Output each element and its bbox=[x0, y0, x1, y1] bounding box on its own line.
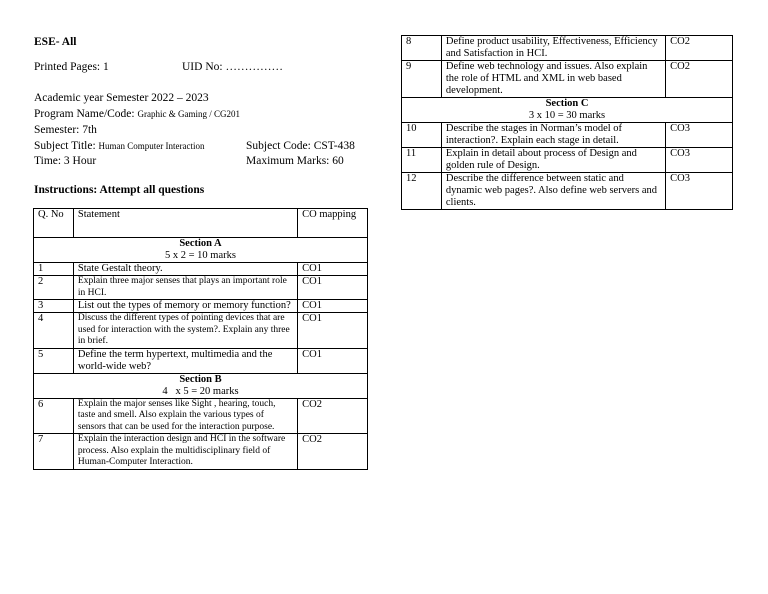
question-number: 1 bbox=[34, 263, 74, 276]
question-co: CO1 bbox=[298, 300, 368, 313]
question-co: CO2 bbox=[298, 434, 368, 470]
question-number: 3 bbox=[34, 300, 74, 313]
program-line bbox=[34, 108, 240, 121]
question-text: Discuss the different types of pointing devices that are used for interaction with the system?. Explain any three in brief. bbox=[73, 313, 297, 349]
question-co: CO1 bbox=[298, 348, 368, 373]
question-text: Explain three major senses that plays an important role in HCI. bbox=[73, 276, 297, 300]
question-co: CO3 bbox=[666, 173, 733, 210]
table-row bbox=[402, 148, 733, 173]
table-header-row bbox=[34, 209, 368, 238]
table-row bbox=[34, 276, 368, 300]
section-b bbox=[34, 373, 368, 398]
question-text: Explain the interaction design and HCI in the software process. Also explain the multidisciplinary field of Human-Computer Interaction. bbox=[73, 434, 297, 470]
question-text: Describe the stages in Norman’s model of interaction?. Explain each stage in detail. bbox=[441, 123, 665, 148]
semester: Semester: 7th bbox=[34, 124, 97, 136]
table-row bbox=[34, 398, 368, 434]
time: Time: 3 Hour bbox=[34, 155, 97, 167]
table-row bbox=[34, 300, 368, 313]
section-b-marks: 4 x 5 = 20 marks bbox=[162, 385, 239, 397]
section-c-marks: 3 x 10 = 30 marks bbox=[528, 110, 606, 121]
exam-title: ESE- All bbox=[34, 36, 77, 48]
max-marks: Maximum Marks: 60 bbox=[246, 155, 344, 167]
section-a-marks: 5 x 2 = 10 marks bbox=[165, 250, 236, 261]
question-text: Define product usability, Effectiveness, Efficiency and Satisfaction in HCI. bbox=[441, 36, 665, 61]
question-text: Explain the major senses like Sight , hearing, touch, taste and smell. Also explain the various types of sensors that can be used for the interaction purpose. bbox=[73, 398, 297, 434]
subject-title-line bbox=[34, 140, 205, 153]
question-co: CO2 bbox=[666, 61, 733, 98]
question-number: 10 bbox=[402, 123, 442, 148]
question-number: 9 bbox=[402, 61, 442, 98]
section-a-row bbox=[34, 238, 368, 263]
question-co: CO3 bbox=[666, 148, 733, 173]
question-number: 8 bbox=[402, 36, 442, 61]
question-text: Explain in detail about process of Design and golden rule of Design. bbox=[441, 148, 665, 173]
table-row bbox=[402, 123, 733, 148]
question-co: CO3 bbox=[666, 123, 733, 148]
col-header-co: CO mapping bbox=[298, 209, 368, 238]
question-number: 2 bbox=[34, 276, 74, 300]
section-c-title: Section C bbox=[545, 98, 589, 109]
question-text: State Gestalt theory. bbox=[73, 263, 297, 276]
table-row bbox=[34, 313, 368, 349]
question-text: List out the types of memory or memory function? bbox=[73, 300, 297, 313]
question-co: CO1 bbox=[298, 263, 368, 276]
section-c bbox=[402, 98, 733, 123]
subject-code: Subject Code: CST-438 bbox=[246, 140, 355, 152]
question-co: CO1 bbox=[298, 313, 368, 349]
subject-title-value: Human Computer Interaction bbox=[98, 141, 205, 151]
question-co: CO2 bbox=[666, 36, 733, 61]
program-label: Program Name/Code: bbox=[34, 108, 138, 120]
question-co: CO2 bbox=[298, 398, 368, 434]
question-number: 11 bbox=[402, 148, 442, 173]
question-text: Define the term hypertext, multimedia and the world-wide web? bbox=[73, 348, 297, 373]
section-a-title: Section A bbox=[179, 238, 222, 249]
col-header-statement: Statement bbox=[73, 209, 297, 238]
section-b-title: Section B bbox=[179, 373, 222, 385]
table-row bbox=[34, 434, 368, 470]
question-number: 7 bbox=[34, 434, 74, 470]
section-b-row bbox=[34, 373, 368, 398]
printed-pages: Printed Pages: 1 bbox=[34, 61, 109, 73]
instructions: Instructions: Attempt all questions bbox=[34, 184, 205, 196]
section-a bbox=[34, 238, 368, 263]
section-c-row bbox=[402, 98, 733, 123]
question-number: 6 bbox=[34, 398, 74, 434]
question-number: 5 bbox=[34, 348, 74, 373]
col-header-qno: Q. No bbox=[34, 209, 74, 238]
question-text: Describe the difference between static and dynamic web pages?. Also define web servers and clients. bbox=[441, 173, 665, 210]
questions-table-right bbox=[401, 35, 733, 210]
table-row bbox=[402, 173, 733, 210]
question-number: 12 bbox=[402, 173, 442, 210]
program-value: Graphic & Gaming / CG201 bbox=[137, 109, 240, 119]
question-text: Define web technology and issues. Also explain the role of HTML and XML in web based development. bbox=[441, 61, 665, 98]
table-row bbox=[34, 263, 368, 276]
table-row bbox=[402, 36, 733, 61]
question-co: CO1 bbox=[298, 276, 368, 300]
academic-year: Academic year Semester 2022 – 2023 bbox=[34, 92, 209, 104]
question-number: 4 bbox=[34, 313, 74, 349]
questions-table-left bbox=[33, 208, 368, 470]
subject-title-label: Subject Title: bbox=[34, 140, 99, 152]
table-row bbox=[34, 348, 368, 373]
table-row bbox=[402, 61, 733, 98]
uid-field: UID No: …………… bbox=[182, 61, 283, 73]
